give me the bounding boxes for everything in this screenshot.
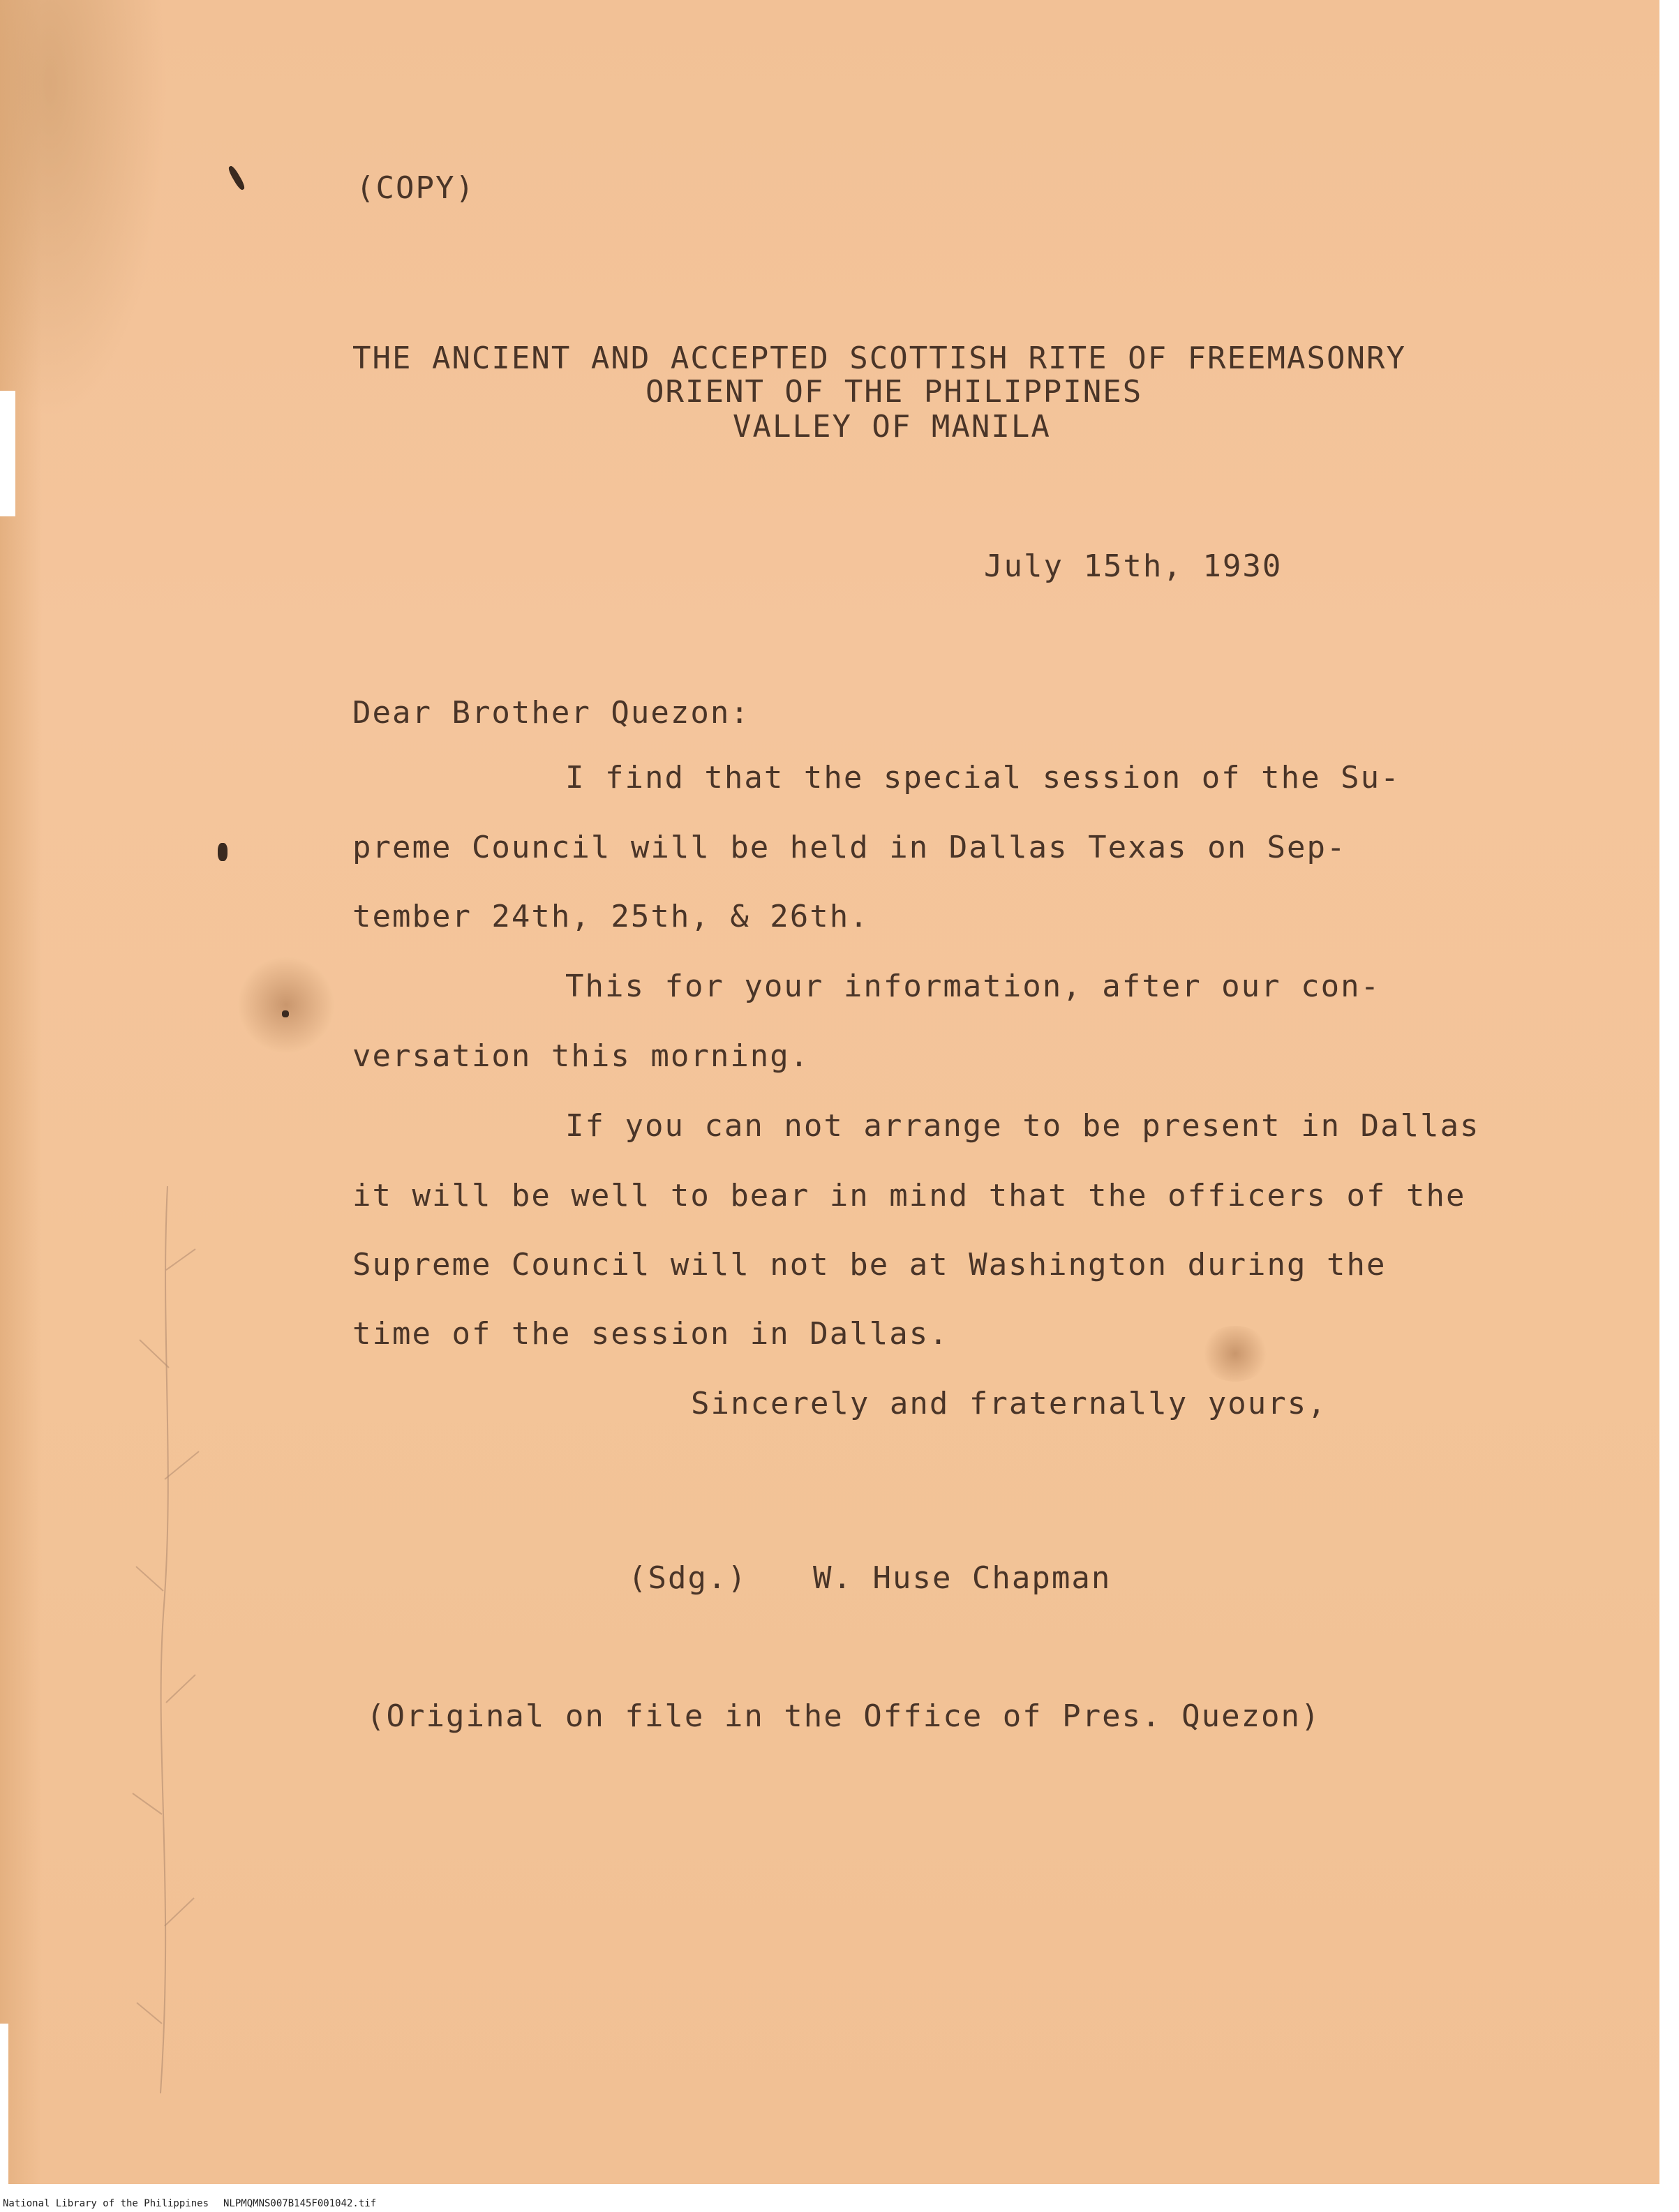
pencil-sketch-vine-icon bbox=[112, 1186, 223, 2093]
paper-stain bbox=[1200, 1326, 1270, 1382]
paper-stain bbox=[237, 956, 335, 1054]
signature-name: W. Huse Chapman bbox=[813, 1560, 1112, 1596]
paper-tear-notch bbox=[0, 391, 15, 516]
body-line: tember 24th, 25th, & 26th. bbox=[352, 899, 870, 934]
body-line: Supreme Council will not be at Washington during the bbox=[352, 1247, 1387, 1283]
closing: Sincerely and fraternally yours, bbox=[691, 1386, 1327, 1421]
body-line: it will be well to bear in mind that the officers of the bbox=[352, 1178, 1466, 1213]
copy-label: (COPY) bbox=[356, 170, 475, 206]
ink-mark bbox=[218, 843, 227, 861]
paper-tear-notch bbox=[0, 2024, 8, 2184]
header-line-1: THE ANCIENT AND ACCEPTED SCOTTISH RITE OF FREEMASONRY bbox=[352, 341, 1406, 376]
ink-mark bbox=[282, 1010, 289, 1017]
footer-file-id: NLPMQMNS007B145F001042.tif bbox=[223, 2198, 377, 2209]
salutation: Dear Brother Quezon: bbox=[352, 695, 750, 731]
body-line: I find that the special session of the Su- bbox=[565, 760, 1401, 795]
header-line-3: VALLEY OF MANILA bbox=[733, 409, 1051, 444]
body-line: This for your information, after our con- bbox=[565, 969, 1381, 1004]
ink-mark bbox=[227, 165, 246, 191]
scan-margin bbox=[1659, 0, 1679, 2184]
signature-prefix: (Sdg.) bbox=[628, 1560, 747, 1596]
paper-stain-top-left bbox=[0, 0, 167, 419]
original-on-file-note: (Original on file in the Office of Pres. Quezon) bbox=[366, 1698, 1321, 1734]
body-line: time of the session in Dallas. bbox=[352, 1316, 949, 1352]
letter-date: July 15th, 1930 bbox=[984, 548, 1283, 584]
header-line-2: ORIENT OF THE PHILIPPINES bbox=[646, 374, 1143, 410]
body-line: If you can not arrange to be present in Dallas bbox=[565, 1108, 1480, 1144]
footer-library-name: National Library of the Philippines bbox=[3, 2198, 209, 2209]
body-line: preme Council will be held in Dallas Texas on Sep- bbox=[352, 830, 1347, 865]
body-line: versation this morning. bbox=[352, 1038, 810, 1074]
